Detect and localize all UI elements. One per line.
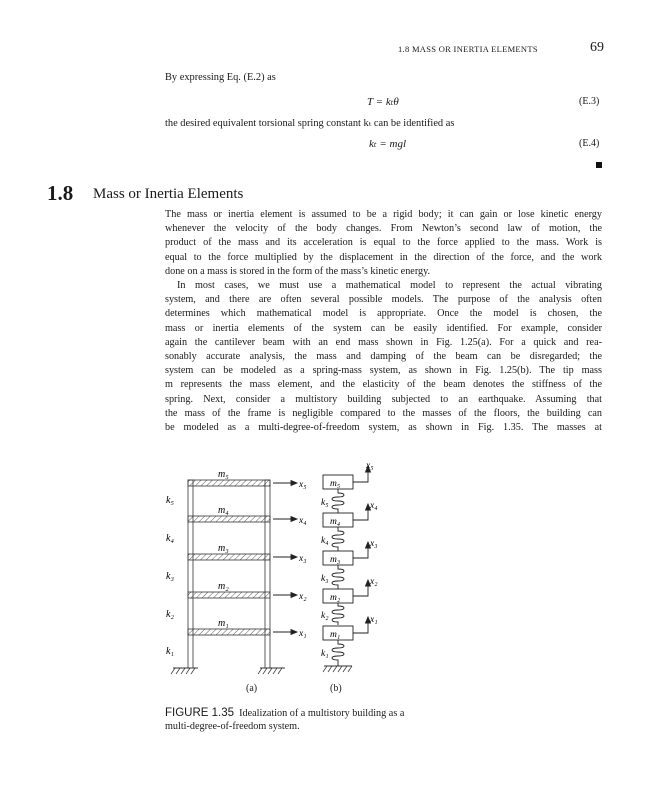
disp-label-a-2: x₂ — [299, 592, 307, 602]
mass-label-a-2: m₂ — [218, 581, 229, 592]
stiffness-label-b-3: k₃ — [321, 574, 329, 584]
equation-e4: kₜ = mgl — [369, 138, 407, 150]
stiffness-label-b-1: k₁ — [321, 649, 329, 659]
floor-slab-3 — [188, 554, 270, 560]
spring-2 — [332, 603, 344, 625]
figure-caption — [165, 707, 405, 733]
paragraph-line: product of the mass and its acceleration is equal to the force applied to the mass. Work is — [165, 237, 602, 249]
paragraph-line: be modeled as a multi-degree-of-freedom system, as shown in Fig. 1.35. The masses at — [165, 422, 602, 434]
paragraph-line: mass or inertia elements of the system can be easily identified. For example, consider — [165, 322, 602, 334]
disp-label-a-5: x₅ — [299, 480, 307, 490]
disp-label-a-4: x₄ — [299, 516, 307, 526]
paragraph-line: the mass of the frame is negligible compared to the masses of the floors, the building can — [165, 407, 602, 419]
disp-label-b-5: x₅ — [366, 461, 374, 471]
floor-slab-5 — [188, 480, 270, 486]
equation-e3: T = kₜθ — [367, 96, 399, 108]
stiffness-label-a-4: k₄ — [166, 533, 174, 544]
paragraph-line: In most cases, we must use a mathematical model to represent the actual vibrating — [177, 280, 602, 291]
paragraph-line: sonably accurate analysis, the mass and damping of the beam can be disregarded; the — [165, 351, 602, 363]
equation-e4-number: (E.4) — [579, 138, 600, 149]
equation-e3-number: (E.3) — [579, 96, 600, 107]
running-header-section: 1.8 MASS OR INERTIA ELEMENTS — [398, 44, 538, 54]
intro-line-1: By expressing Eq. (E.2) as — [165, 72, 276, 83]
paragraph-line: determines which mathematical model is appropriate. Once the model is chosen, the — [165, 308, 602, 320]
mass-label-a-4: m₄ — [218, 505, 229, 516]
mass-label-a-3: m₃ — [218, 543, 229, 554]
disp-label-a-3: x₃ — [299, 554, 307, 564]
paragraph-line: system, and there are often several possible models. The purpose of the analysis often — [165, 294, 602, 306]
intro-line-2: the desired equivalent torsional spring constant kₜ can be identified as — [165, 118, 455, 129]
figure-caption-text: Idealization of a multistory building as a multi-degree-of-freedom system. — [165, 708, 405, 732]
paragraph-line: spring. Next, consider a multistory building subjected to an earthquake. Assuming that — [165, 393, 602, 405]
floor-slab-2 — [188, 592, 270, 598]
stiffness-label-a-2: k₂ — [166, 609, 174, 620]
paragraph-line: done on a mass is stored in the form of the mass’s kinetic energy. — [165, 265, 431, 277]
paragraph-line: whenever the velocity of the body changes. From Newton’s second law of motion, the — [165, 223, 602, 235]
subfigure-label-b: (b) — [330, 683, 342, 694]
disp-label-a-1: x₁ — [299, 629, 307, 639]
disp-label-b-2: x₂ — [370, 577, 378, 587]
mass-label-b-2: m₂ — [330, 593, 341, 603]
disp-label-b-4: x₄ — [370, 501, 378, 511]
paragraph-2 — [165, 279, 602, 435]
section-number: 1.8 — [47, 181, 74, 205]
floor-slabs — [188, 480, 270, 635]
spring-3 — [332, 565, 344, 589]
stiffness-label-a-3: k₃ — [166, 571, 174, 582]
mass-label-b-4: m₄ — [330, 517, 341, 527]
mass-label-a-5: m₅ — [218, 469, 229, 480]
page-number: 69 — [590, 40, 604, 55]
spring-1 — [332, 640, 344, 666]
paragraph-1 — [165, 208, 602, 279]
paragraph-line: m represents the mass element, and the elasticity of the beam denotes the stiffness of the — [165, 379, 602, 391]
mass-label-a-1: m₁ — [218, 618, 229, 629]
stiffness-label-a-1: k₁ — [166, 646, 174, 657]
figure-caption-label: FIGURE 1.35 — [165, 707, 235, 719]
ground-a — [171, 668, 285, 674]
paragraph-line: The mass or inertia element is assumed to be a rigid body; it can gain or lose kinetic energy — [165, 209, 602, 220]
paragraph-line: equal to the force multiplied by the displacement in the direction of the force, and the work — [165, 251, 602, 263]
ground-b — [323, 666, 352, 672]
floor-slab-1 — [188, 629, 270, 635]
stiffness-label-b-5: k₅ — [321, 498, 329, 508]
section-title: Mass or Inertia Elements — [93, 186, 244, 202]
disp-label-b-3: x₃ — [370, 539, 378, 549]
mass-label-b-1: m₁ — [330, 630, 341, 640]
stiffness-label-a-5: k₅ — [166, 495, 174, 506]
stiffness-label-b-4: k₄ — [321, 536, 329, 546]
displacement-arrows-b — [353, 466, 371, 633]
left-column — [188, 480, 193, 668]
mass-label-b-3: m₃ — [330, 555, 341, 565]
mass-label-b-5: m₅ — [330, 479, 341, 489]
displacement-arrows-a — [273, 481, 297, 635]
paragraph-line: system can be modeled as a spring-mass system, as shown in Fig. 1.25(b). The tip mass — [165, 365, 602, 377]
floor-slab-4 — [188, 516, 270, 522]
end-of-example-mark — [596, 162, 602, 168]
spring-4 — [332, 527, 344, 551]
spring-5 — [332, 489, 344, 513]
right-column — [265, 480, 270, 668]
stiffness-label-b-2: k₂ — [321, 611, 329, 621]
disp-label-b-1: x₁ — [370, 615, 378, 625]
figure-multistory-building — [138, 458, 398, 683]
paragraph-line: again the cantilever beam with an end mass shown in Fig. 1.25(a). For a quick and rea- — [165, 336, 602, 348]
subfigure-label-a: (a) — [246, 683, 258, 694]
